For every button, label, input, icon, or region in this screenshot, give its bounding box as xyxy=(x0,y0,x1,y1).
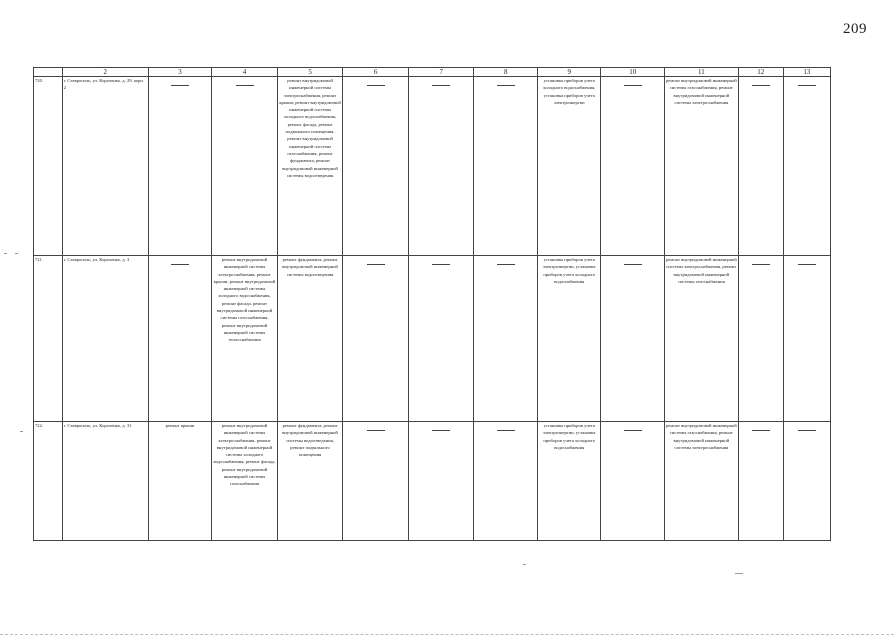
scan-edge-line xyxy=(0,634,894,635)
work-cell-col9: установка приборов учета холодного водоснабжения, установка приборов учета электроэнергии xyxy=(537,77,601,256)
empty-cell-dash xyxy=(601,256,665,422)
work-cell-col11: ремонт внутридомовой инженерной системы электроснабжения, ремонт внутридомовой инженерной системы газоснабжения xyxy=(664,256,738,422)
header-cell: 8 xyxy=(474,68,538,77)
address-cell: г. Ставрополь, ул. Короленко, д. 29, корп. 2 xyxy=(62,77,148,256)
work-cell-col9: установка приборов учета электроэнергии, установка приборов учета холодного водоснабжения xyxy=(537,422,601,541)
empty-cell-dash xyxy=(148,256,212,422)
empty-cell-dash xyxy=(343,256,409,422)
address-cell: г. Ставрополь, ул. Короленко, д. 3 xyxy=(62,256,148,422)
row-number: 722. xyxy=(34,422,63,541)
empty-cell-dash xyxy=(343,77,409,256)
header-cell: 12 xyxy=(738,68,783,77)
empty-cell-dash xyxy=(783,256,830,422)
scan-speck xyxy=(523,564,526,565)
work-cell-col5: ремонт фундамента, ремонт внутридомовой инженерной системы водоотведения xyxy=(277,256,343,422)
work-cell-col3: ремонт крыши xyxy=(148,422,212,541)
empty-cell-dash xyxy=(601,422,665,541)
work-cell-col4: ремонт внутридомовой инженерной системы электроснабжения, ремонт внутридомовой инженерной системы холодного водоснабжения, ремонт фасада, ремонт внутридомовой инженерной системы газоснабжения xyxy=(212,422,278,541)
empty-cell-dash xyxy=(783,77,830,256)
empty-cell-dash xyxy=(408,77,474,256)
work-cell-col9: установка приборов учета электроэнергии, установка приборов учета холодного водоснабжения xyxy=(537,256,601,422)
work-cell-col5: ремонт фундамента, ремонт внутридомовой инженерной системы водоотведения, ремонт подвального помещения xyxy=(277,422,343,541)
header-cell: 9 xyxy=(537,68,601,77)
empty-cell-dash xyxy=(738,422,783,541)
table-row xyxy=(34,422,831,541)
header-cell xyxy=(34,68,63,77)
empty-cell-dash xyxy=(601,77,665,256)
header-cell: 2 xyxy=(62,68,148,77)
header-cell: 11 xyxy=(664,68,738,77)
empty-cell-dash xyxy=(783,422,830,541)
table-row xyxy=(34,77,831,256)
scan-speck xyxy=(15,253,18,254)
empty-cell-dash xyxy=(408,256,474,422)
empty-cell-dash xyxy=(474,256,538,422)
header-cell: 4 xyxy=(212,68,278,77)
address-cell: г. Ставрополь, ул. Короленко, д. 31 xyxy=(62,422,148,541)
header-cell: 3 xyxy=(148,68,212,77)
empty-cell-dash xyxy=(738,256,783,422)
work-cell-col5: ремонт внутридомовой инженерной системы электроснабжения, ремонт крыши, ремонт внутридомовой инженерной системы холодного водоснабжения, ремонт фасада, ремонт подвального помещения, ремонт внутридомовой инженерной системы газоснабжения, ремонт фундамента, ремонт внутридомовой инженерной системы водоотведения xyxy=(277,77,343,256)
page-number: 209 xyxy=(843,21,867,37)
column-number-row xyxy=(34,68,831,77)
scan-speck xyxy=(735,573,743,574)
header-cell: 10 xyxy=(601,68,665,77)
work-cell-col11: ремонт внутридомовой инженерной системы газоснабжения, ремонт внутридомовой инженерной системы электроснабжения xyxy=(664,422,738,541)
empty-cell-dash xyxy=(343,422,409,541)
scan-speck xyxy=(4,253,7,254)
table-row xyxy=(34,256,831,422)
header-cell: 13 xyxy=(783,68,830,77)
empty-cell-dash xyxy=(408,422,474,541)
header-cell: 7 xyxy=(408,68,474,77)
work-cell-col11: ремонт внутридомовой инженерной системы газоснабжения, ремонт внутридомовой инженерной системы электроснабжения xyxy=(664,77,738,256)
schedule-table xyxy=(33,67,831,541)
scan-speck xyxy=(20,431,23,432)
header-cell: 6 xyxy=(343,68,409,77)
header-cell: 5 xyxy=(277,68,343,77)
row-number: 720. xyxy=(34,77,63,256)
empty-cell-dash xyxy=(738,77,783,256)
empty-cell-dash xyxy=(474,422,538,541)
empty-cell-dash xyxy=(148,77,212,256)
row-number: 721. xyxy=(34,256,63,422)
work-cell-col4: ремонт внутридомовой инженерной системы электроснабжения, ремонт крыши, ремонт внутридомовой инженерной системы холодного водоснабжения, ремонт фасада, ремонт внутридомовой инженерной системы газоснабжения, ремонт внутридомовой инженерной системы теплоснабжения xyxy=(212,256,278,422)
empty-cell-dash xyxy=(212,77,278,256)
empty-cell-dash xyxy=(474,77,538,256)
